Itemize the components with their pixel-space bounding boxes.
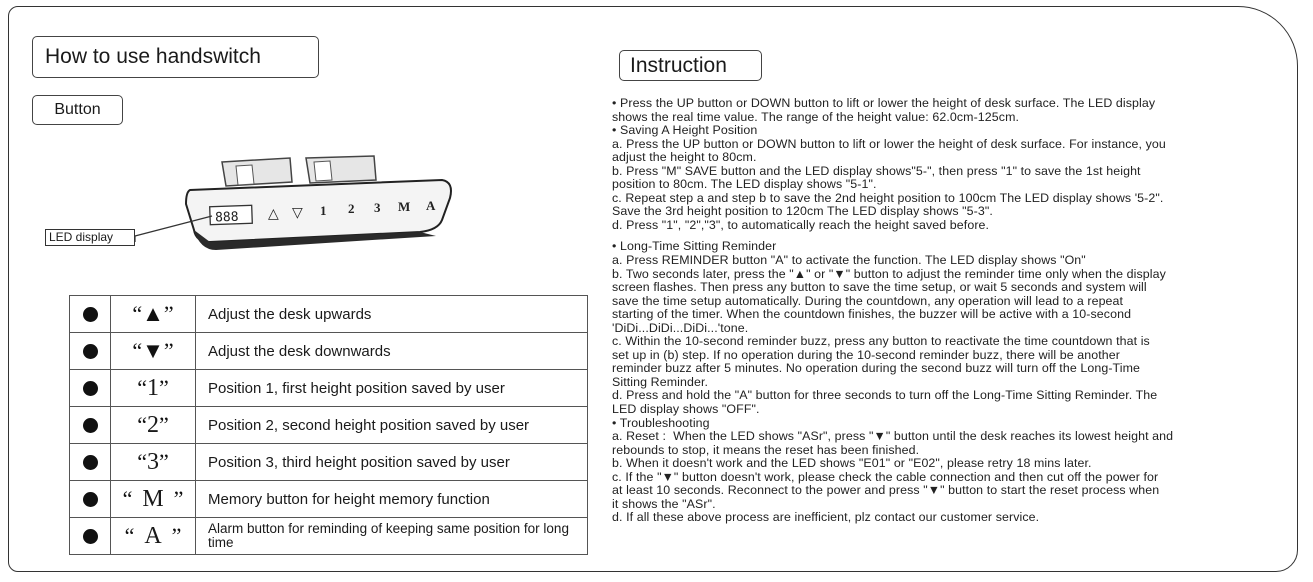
instruction-line: c. Within the 10-second reminder buzz, press any button to reactivate the time countdown that is	[612, 334, 1150, 349]
down-arrow-icon: ▼	[142, 337, 164, 363]
instruction-line: it shows the "ASr".	[612, 496, 716, 511]
table-row: “1” Position 1, first height position saved by user	[70, 370, 588, 407]
key-m: M	[398, 199, 411, 214]
instruction-line: c. If the "▼" button doesn't work, please check the cable connection and then cut off the power for	[612, 469, 1159, 484]
row-symbol: M	[142, 485, 164, 512]
row-description: Adjust the desk upwards	[196, 296, 588, 333]
bullet-icon	[83, 307, 98, 322]
instruction-line: save the time setup automatically. During the countdown, any operation will lead to a repeat	[612, 293, 1124, 308]
instruction-line: Save the 3rd height position to 120cm The LED display shows "5-3".	[612, 204, 993, 219]
instruction-line: set up in (b) step. If no operation during the 10-second reminder buzz, there will be another	[612, 347, 1120, 362]
instruction-line: 'DiDi...DiDi...DiDi...'tone.	[612, 320, 749, 335]
row-symbol: A	[144, 522, 162, 549]
key-down-icon: ▽	[292, 205, 303, 221]
instruction-line: LED display shows "OFF".	[612, 402, 760, 417]
instruction-line: • Troubleshooting	[612, 415, 710, 430]
led-digits	[215, 210, 239, 226]
instruction-line: screen flashes. Then press any button to save the time setup, or wait 5 seconds and system will	[612, 280, 1147, 295]
button-section-label: Button	[32, 95, 123, 125]
instruction-line: a. Press the UP button or DOWN button to lift or lower the height of desk surface. For instance, you	[612, 136, 1166, 151]
table-row: “ A ” Alarm button for reminding of keeping same position for long time	[70, 518, 588, 555]
bullet-icon	[83, 529, 98, 544]
instruction-line: b. Two seconds later, press the "▲" or "▼" button to adjust the reminder time only when the display	[612, 266, 1166, 281]
table-row: “3” Position 3, third height position saved by user	[70, 444, 588, 481]
instruction-line: adjust the height to 80cm.	[612, 150, 757, 165]
instruction-line: rebounds to stop, it means the reset has been finished.	[612, 442, 920, 457]
key-1: 1	[320, 203, 327, 218]
bullet-icon	[83, 418, 98, 433]
instruction-line: d. If all these above process are inefficient, plz contact our customer service.	[612, 510, 1040, 525]
bullet-icon	[83, 492, 98, 507]
instruction-line: position to 80cm. The LED display shows "5-1".	[612, 177, 877, 192]
instruction-line: • Long-Time Sitting Reminder	[612, 239, 777, 254]
instruction-line: • Saving A Height Position	[612, 123, 758, 138]
table-row: “▼” Adjust the desk downwards	[70, 333, 588, 370]
key-a: A	[426, 198, 436, 213]
instruction-line: b. Press "M" SAVE button and the LED display shows"5-", then press "1" to save the 1st height	[612, 163, 1141, 178]
instruction-line: c. Repeat step a and step b to save the 2nd height position to 100cm The LED display shows '5-2".	[612, 190, 1164, 205]
bullet-icon	[83, 344, 98, 359]
row-description: Alarm button for reminding of keeping same position for long time	[196, 518, 588, 555]
instruction-line: a. Reset : When the LED shows "ASr", press "▼" button until the desk reaches its lowest height and	[612, 429, 1174, 444]
row-description: Position 3, third height position saved by user	[196, 444, 588, 481]
table-row: “ M ” Memory button for height memory function	[70, 481, 588, 518]
instruction-line: at least 10 seconds. Reconnect to the power and press "▼" button to start the reset process when	[612, 483, 1160, 498]
instruction-line: Sitting Reminder.	[612, 374, 709, 389]
instruction-text	[612, 97, 1272, 525]
instruction-line: d. Press and hold the "A" button for three seconds to turn off the Long-Time Sitting Reminder. The	[612, 388, 1158, 403]
row-symbol: 2	[147, 411, 159, 438]
instruction-line: • Press the UP button or DOWN button to lift or lower the height of desk surface. The LED display	[612, 96, 1156, 110]
row-description: Position 2, second height position saved by user	[196, 407, 588, 444]
instruction-line: d. Press "1", "2","3", to automatically reach the height saved before.	[612, 217, 990, 232]
row-symbol: 3	[147, 448, 159, 475]
key-2: 2	[348, 201, 355, 216]
instruction-line: b. When it doesn't work and the LED shows "E01" or "E02", please retry 18 mins later.	[612, 456, 1092, 471]
key-3: 3	[374, 200, 381, 215]
row-description: Adjust the desk downwards	[196, 333, 588, 370]
bullet-icon	[83, 455, 98, 470]
up-arrow-icon: ▲	[142, 300, 164, 326]
led-display-text: 888	[214, 209, 239, 226]
led-display-label: LED display	[45, 229, 135, 246]
table-row: “2” Position 2, second height position saved by user	[70, 407, 588, 444]
row-description: Position 1, first height position saved by user	[196, 370, 588, 407]
instruction-line: reminder buzz after 5 minutes. No operation during the second buzz will turn off the Long-Time	[612, 361, 1141, 376]
instruction-line: starting of the timer. When the countdown finishes, the buzzer will be active with a 10-second	[612, 307, 1132, 322]
button-table	[69, 295, 588, 555]
handswitch-title: How to use handswitch	[32, 36, 319, 78]
bullet-icon	[83, 381, 98, 396]
key-up-icon: △	[268, 206, 279, 222]
instruction-line: a. Press REMINDER button "A" to activate the function. The LED display shows "On"	[612, 253, 1086, 268]
table-row: “▲” Adjust the desk upwards	[70, 296, 588, 333]
instruction-line: shows the real time value. The range of the height value: 62.0cm-125cm.	[612, 109, 1020, 124]
row-symbol: 1	[147, 374, 159, 401]
instruction-title: Instruction	[619, 50, 762, 81]
row-description: Memory button for height memory function	[196, 481, 588, 518]
